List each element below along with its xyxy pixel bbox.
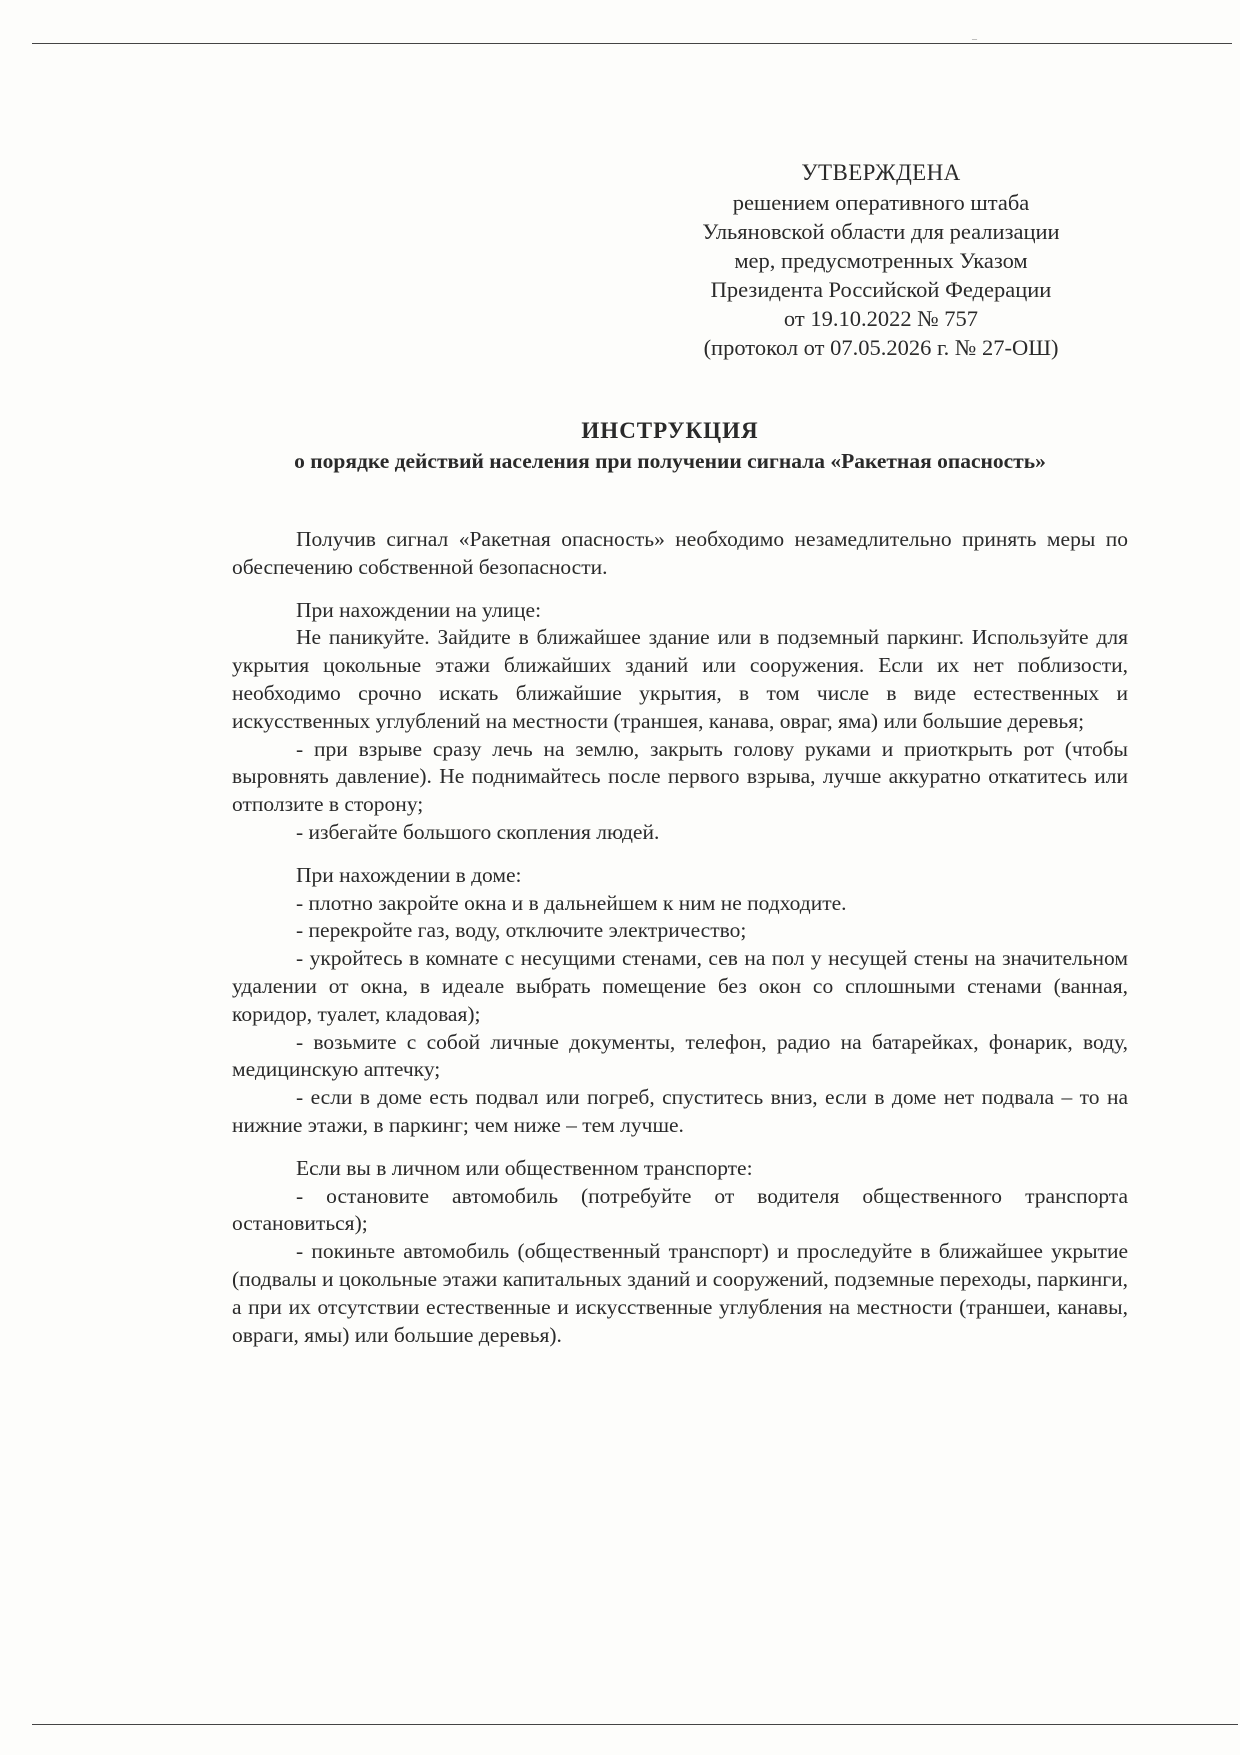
approval-heading: УТВЕРЖДЕНА [801, 160, 961, 185]
street-item: Не паникуйте. Зайдите в ближайшее здание или в подземный паркинг. Используйте для укрытия цокольные этажи ближайших зданий или сооружения. Если их нет поблизости, необходимо срочно искать ближайшие укрытия, в том числе в виде естественных и искусственных углублений на местности (траншея, канава, овраг, яма) или большие деревья; [232, 625, 1128, 733]
transport-item: - покиньте автомобиль (общественный транспорт) и проследуйте в ближайшее укрытие (подвалы и цокольные этажи капитальных зданий и сооружений, подземные переходы, паркинги, а при их отсутствии естественные и искусственные углубления на местности (траншеи, канавы, овраги, ямы) или большие деревья). [232, 1239, 1128, 1347]
approval-line: (протокол от 07.05.2026 г. № 27-ОШ) [703, 335, 1059, 360]
document-title: ИНСТРУКЦИЯ [581, 418, 759, 443]
scan-mark: – [972, 34, 977, 45]
document-subtitle: о порядке действий населения при получении сигнала «Ракетная опасность» [294, 449, 1046, 473]
home-item: - укройтесь в комнате с несущими стенами, сев на пол у несущей стены на значительном удалении от окна, в идеале выбрать помещение без окон со сплошными стенами (ванная, коридор, туалет, кладовая); [232, 946, 1128, 1026]
approval-line: решением оперативного штаба [732, 190, 1030, 215]
home-heading: При нахождении в доме: [296, 862, 522, 887]
home-item: - плотно закройте окна и в дальнейшем к ним не подходите. [296, 890, 847, 915]
intro-paragraph: Получив сигнал «Ракетная опасность» необходимо незамедлительно принять меры по обеспечению собственной безопасности. [232, 527, 1128, 579]
approval-line: от 19.10.2022 № 757 [783, 306, 979, 331]
approval-stamp-block [650, 158, 1112, 362]
transport-heading: Если вы в личном или общественном транспорте: [296, 1155, 753, 1180]
approval-line: Ульяновской области для реализации [702, 219, 1060, 244]
top-rule [32, 43, 1232, 44]
transport-item: - остановите автомобиль (потребуйте от водителя общественного транспорта остановиться); [232, 1183, 1128, 1236]
street-item: - избегайте большого скопления людей. [296, 819, 660, 844]
approval-line: Президента Российской Федерации [710, 277, 1052, 302]
street-item: - при взрыве сразу лечь на землю, закрыть голову руками и приоткрыть рот (чтобы выровнять давление). Не поднимайтесь после первого взрыва, лучше аккуратно откатитесь или отползите в сторону; [232, 736, 1128, 817]
home-item: - перекройте газ, воду, отключите электричество; [296, 918, 747, 943]
document-body [232, 526, 1128, 1349]
bottom-rule [32, 1724, 1238, 1725]
approval-line: мер, предусмотренных Указом [734, 248, 1028, 273]
home-item: - возьмите с собой личные документы, телефон, радио на батарейках, фонарик, воду, медицинскую аптечку; [232, 1029, 1128, 1082]
street-heading: При нахождении на улице: [296, 597, 542, 622]
home-item: - если в доме есть подвал или погреб, спуститесь вниз, если в доме нет подвала – то на нижние этажи, в паркинг; чем ниже – тем лучше. [232, 1085, 1128, 1137]
